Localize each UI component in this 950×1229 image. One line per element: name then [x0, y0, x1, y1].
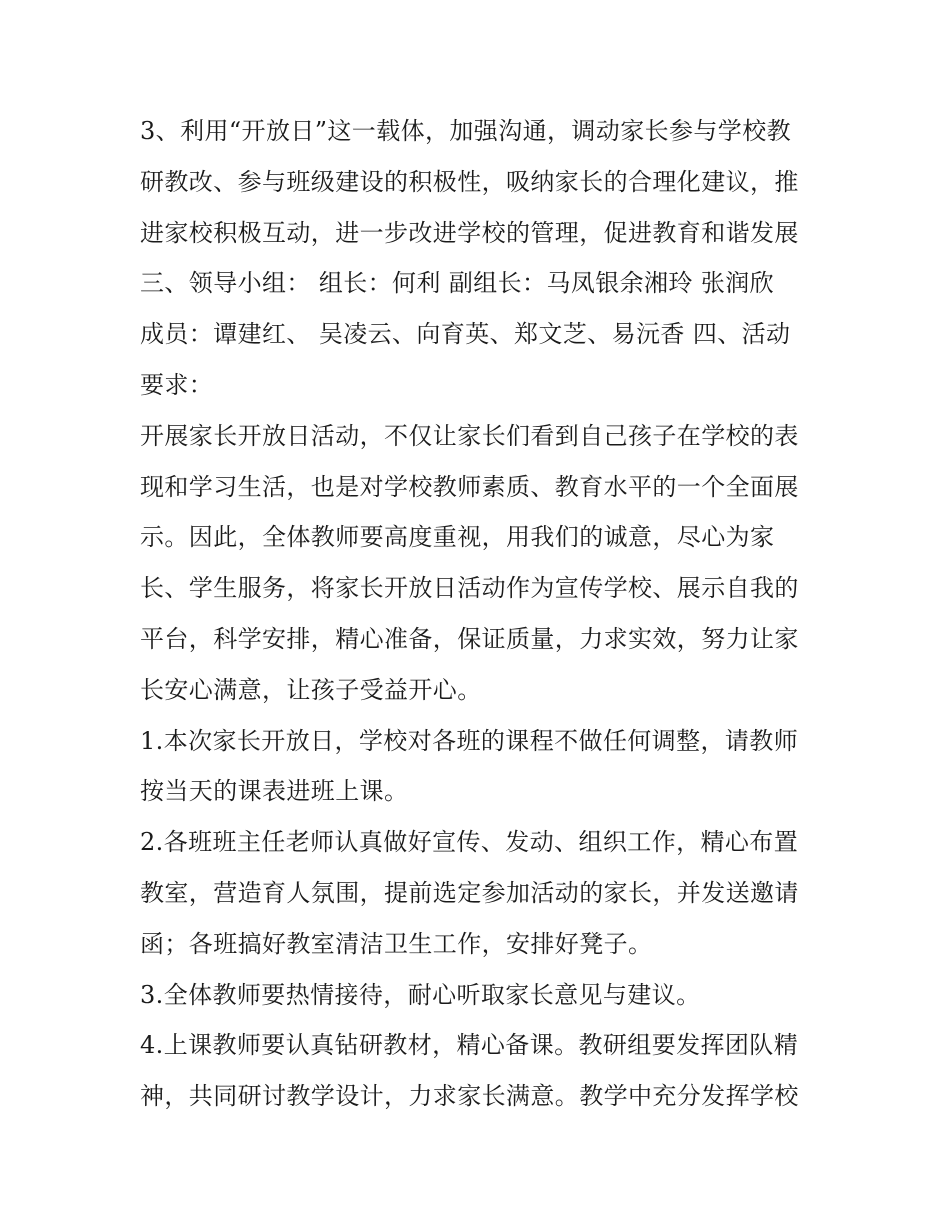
document-body [140, 106, 820, 1122]
text-line: 长安心满意，让孩子受益开心。 [140, 675, 482, 704]
text-line: 平台，科学安排，精心准备，保证质量，力求实效，努力让家 [140, 624, 799, 653]
text-line: 示。因此，全体教师要高度重视，用我们的诚意，尽心为家 [140, 523, 775, 552]
text-line: 要求： [140, 370, 214, 399]
text-line: 开展家长开放日活动，不仅让家长们看到自己孩子在学校的表 [140, 421, 799, 450]
text-line: 教室，营造育人氛围，提前选定参加活动的家长，并发送邀请 [140, 878, 799, 907]
text-line: 现和学习生活，也是对学校教师素质、教育水平的一个全面展 [140, 472, 799, 501]
text-line: 4.上课教师要认真钻研教材，精心备课。教研组要发挥团队精 [140, 1031, 799, 1060]
text-line: 研教改、参与班级建设的积极性，吸纳家长的合理化建议，推 [140, 167, 799, 196]
text-line: 三、领导小组： 组长：何利 副组长：马凤银余湘玲 张润欣 [140, 269, 775, 298]
text-line: 进家校积极互动，进一步改进学校的管理，促进教育和谐发展 [140, 218, 799, 247]
text-line: 按当天的课表进班上课。 [140, 777, 409, 806]
text-line: 成员：谭建红、 吴凌云、向育英、郑文芝、易沅香 四、活动 [140, 320, 791, 349]
text-line: 长、学生服务，将家长开放日活动作为宣传学校、展示自我的 [140, 574, 799, 603]
text-line: 神，共同研讨教学设计，力求家长满意。教学中充分发挥学校 [140, 1082, 799, 1111]
text-line: 2.各班班主任老师认真做好宣传、发动、组织工作，精心布置 [140, 828, 799, 857]
text-line: 1.本次家长开放日，学校对各班的课程不做任何调整，请教师 [140, 726, 799, 755]
text-line: 函；各班搞好教室清洁卫生工作，安排好凳子。 [140, 929, 653, 958]
text-line: 3.全体教师要热情接待，耐心听取家长意见与建议。 [140, 980, 701, 1009]
text-line: 3、利用“开放日”这一载体，加强沟通，调动家长参与学校教 [140, 117, 792, 145]
